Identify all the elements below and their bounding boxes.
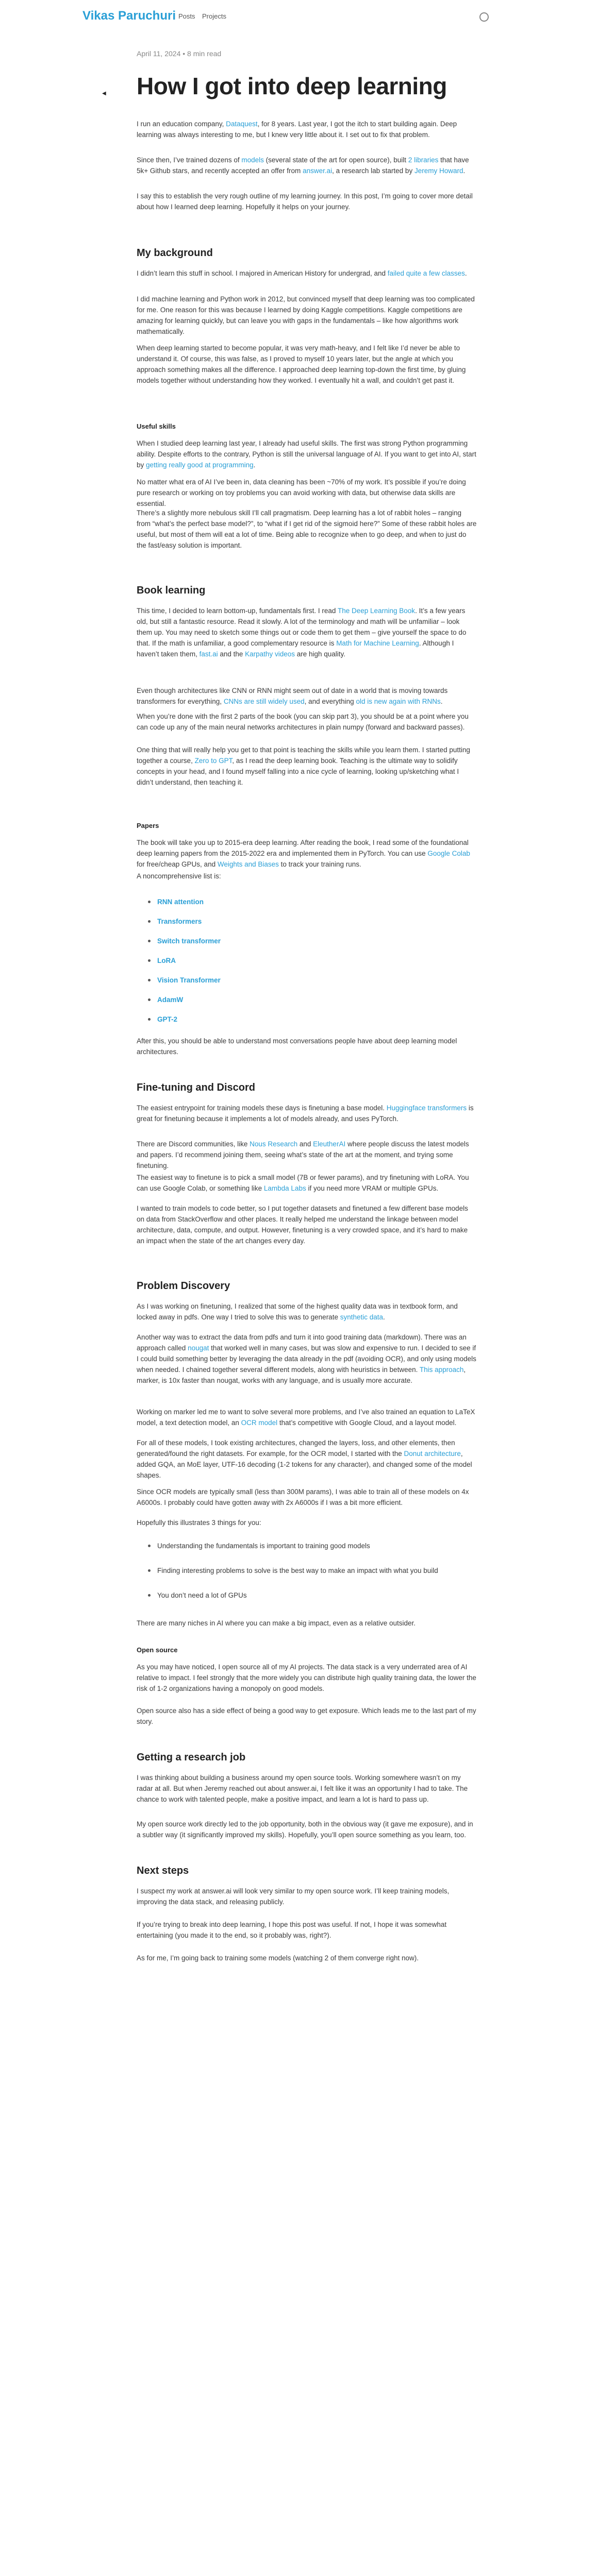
post-date: April 11, 2024 (137, 49, 181, 58)
paper-link[interactable]: LoRA (157, 957, 176, 964)
inline-link[interactable]: CNNs are still widely used (223, 698, 305, 705)
paragraph: Working on marker led me to want to solve several more problems, and I’ve also trained an equation to LaTeX model, a text detection model, an OCR model that’s competitive with Google Cloud, and a layout model. (137, 1408, 475, 1427)
paper-link[interactable]: Switch transformer (157, 937, 221, 945)
inline-link[interactable]: answer.ai (303, 167, 333, 175)
intro-paragraph: Since then, I’ve trained dozens of models (several state of the art for open source), built 2 libraries that have 5k+ Github stars, and recently accepted an offer from answer.ai, a research lab started by Jeremy Howard. (137, 156, 469, 175)
bullet-icon (148, 979, 151, 981)
inline-link[interactable]: 2 libraries (408, 156, 439, 164)
section-heading: My background (137, 247, 213, 259)
paper-list-item (157, 1014, 177, 1025)
inline-link[interactable]: getting really good at programming (146, 461, 254, 469)
paper-link[interactable]: Vision Transformer (157, 976, 221, 984)
paragraph: My open source work directly led to the job opportunity, both in the obvious way (it gave me exposure), and in a subtler way (it significantly improved my skills). Hopefully, you’ll open source something as you learn, too. (137, 1820, 473, 1839)
bullet-icon (148, 940, 151, 942)
paragraph: There are Discord communities, like Nous Research and EleutherAI where people discuss the latest models and papers. I’d recommend joining them, seeing what’s state of the art at the moment, and trying some finetuning. (137, 1140, 469, 1170)
inline-link[interactable]: Huggingface transformers (386, 1104, 467, 1112)
section-heading: Problem Discovery (137, 1280, 230, 1292)
inline-link[interactable]: Zero to GPT (194, 757, 233, 765)
paragraph: One thing that will really help you get to that point is teaching the skills while you learn them. I started putting together a course, Zero to GPT, as I read the deep learning book. Teaching is the ultimate way to solidify concepts in your head, and I found myself falling into a nice cycle of learning, looking up/sketching what I didn’t understand, then teaching it. (137, 746, 470, 786)
paragraph: There are many niches in AI where you can make a big impact, even as a relative outsider. (137, 1619, 416, 1627)
read-time: 8 min read (187, 49, 222, 58)
paragraph: A noncomprehensive list is: (137, 872, 221, 880)
inline-link[interactable]: failed quite a few classes (387, 269, 465, 277)
inline-link[interactable]: Karpathy videos (245, 650, 295, 658)
site-brand[interactable]: Vikas Paruchuri (82, 9, 176, 23)
inline-link[interactable]: Lambda Labs (263, 1184, 306, 1192)
inline-link[interactable]: Weights and Biases (217, 860, 279, 868)
paragraph: The easiest way to finetune is to pick a small model (7B or fewer params), and try finetuning with LoRA. You can use Google Colab, or something like Lambda Labs if you need more VRAM or multiple GPUs. (137, 1174, 469, 1192)
inline-link[interactable]: models (241, 156, 264, 164)
inline-link[interactable]: Donut architecture (404, 1450, 461, 1458)
paper-list-item (157, 916, 202, 927)
inline-link[interactable]: EleutherAI (313, 1140, 346, 1148)
paragraph: No matter what era of AI I’ve been in, data cleaning has been ~70% of my work. It’s possible if you’re doing pure research or working on toy problems you can avoid working with data, but otherwise data skills are essential. (137, 478, 466, 507)
paragraph: When I studied deep learning last year, I already had useful skills. The first was strong Python programming ability. Despite efforts to the contrary, Python is still the universal language of AI. If you want to get into AI, start by getting really good at programming. (137, 439, 476, 469)
inline-link[interactable]: Jeremy Howard (414, 167, 463, 175)
paragraph: Hopefully this illustrates 3 things for you: (137, 1519, 261, 1527)
intro-paragraph: I say this to establish the very rough outline of my learning journey. In this post, I’m going to cover more detail about how I learned deep learning. Hopefully it helps on your journey. (137, 192, 473, 211)
paragraph: When you’re done with the first 2 parts of the book (you can skip part 3), you should be at a point where you can code up any of the main neural networks architectures in plain numpy (forward and backward passes). (137, 713, 469, 731)
top-nav (0, 0, 614, 41)
bullet-icon (148, 920, 151, 923)
subsection-heading: Open source (137, 1646, 178, 1654)
theme-toggle-icon[interactable] (479, 12, 489, 22)
post-title: How I got into deep learning (137, 73, 447, 99)
post-meta: April 11, 2024 • 8 min read (137, 49, 222, 58)
paragraph: I wanted to train models to code better, so I put together datasets and finetuned a few different base models on data from StackOverflow and other places. It really helped me understand the linkage between model architecture, data, compute, and output. However, finetuning is a very crowded space, and it’s hard to make an impact when the state of the art changes every day. (137, 1205, 468, 1245)
paper-list-item (157, 975, 221, 986)
nav-projects[interactable]: Projects (202, 12, 226, 20)
paragraph: I was thinking about building a business around my open source tools. Working somewhere wasn’t on my radar at all. But when Jeremy reached out about answer.ai, I felt like it was an opportunity I had to take. The chance to work with talented people, make a positive impact, and learn a lot is hard to pass up. (137, 1774, 468, 1803)
paragraph: As you may have noticed, I open source all of my AI projects. The data stack is a very underrated area of AI relative to impact. I feel strongly that the more widely you can distribute high quality training data, the lower the risk of 1-2 organizations having a monopoly on good models. (137, 1663, 476, 1692)
paper-link[interactable]: RNN attention (157, 898, 204, 906)
paragraph: Since OCR models are typically small (less than 300M params), I was able to train all of these models on 4x A6000s. I probably could have gotten away with 2x A6000s if I was a bit more efficient. (137, 1488, 469, 1506)
paper-link[interactable]: AdamW (157, 996, 184, 1004)
paragraph: If you’re trying to break into deep learning, I hope this post was useful. If not, I hope it was somewhat entertaining (you made it to the end, so it probably was, right?). (137, 1921, 447, 1939)
paragraph: Open source also has a side effect of being a good way to get exposure. Which leads me to the last part of my story. (137, 1707, 476, 1725)
paragraph: Even though architectures like CNN or RNN might seem out of date in a world that is moving towards transformers for everything, CNNs are still widely used, and everything old is new again with RNNs. (137, 687, 448, 705)
section-heading: Getting a research job (137, 1752, 246, 1763)
takeaway-list-item: You don’t need a lot of GPUs (157, 1591, 247, 1599)
subsection-heading: Papers (137, 822, 159, 829)
paragraph: I suspect my work at answer.ai will look very similar to my open source work. I’ll keep training models, improving the data stack, and releasing publicly. (137, 1887, 450, 1906)
bullet-icon (148, 959, 151, 962)
inline-link[interactable]: nougat (188, 1344, 209, 1352)
takeaway-list-item: Understanding the fundamentals is important to training good models (157, 1542, 370, 1550)
subsection-heading: Useful skills (137, 422, 176, 430)
nav-posts[interactable]: Posts (178, 12, 195, 20)
paper-link[interactable]: Transformers (157, 918, 202, 925)
inline-link[interactable]: Nous Research (250, 1140, 298, 1148)
paragraph: The easiest entrypoint for training models these days is finetuning a base model. Huggingface transformers is great for finetuning because it implements a lot of models already, and uses PyTorch. (137, 1104, 474, 1123)
bullet-icon (148, 1545, 151, 1547)
bullet-icon (148, 1018, 151, 1021)
paragraph: The book will take you up to 2015-era deep learning. After reading the book, I read some of the foundational deep learning papers from the 2015-2022 era and implemented them in PyTorch. You can use Google Colab for free/cheap GPUs, and Weights and Biases to track your training runs. (137, 839, 470, 868)
paragraph: Another way was to extract the data from pdfs and turn it into good training data (markdown). There was an approach called nougat that worked well in many cases, but was slow and expensive to run. I decided to see if I could build something better by leveraging the data already in the pdf (avoiding OCR), and only using models when needed. I chained together several different models, along with heuristics in between. This approach, marker, is 10x faster than nougat, works with any language, and is usually more accurate. (137, 1333, 476, 1384)
inline-link[interactable]: The Deep Learning Book (337, 607, 416, 615)
paper-list-item (157, 896, 204, 907)
paragraph: This time, I decided to learn bottom-up, fundamentals first. I read The Deep Learning Book. It’s a few years old, but still a fantastic resource. Read it slowly. A lot of the terminology and math will be unfamiliar – look them up. You may need to sketch some things out or code them to get them – give yourself the space to do that. If the math is unfamiliar, a good complementary resource is Math for Machine Learning. Although I haven’t taken them, fast.ai and the Karpathy videos are high quality. (137, 607, 467, 658)
paragraph: I did machine learning and Python work in 2012, but convinced myself that deep learning was too complicated for me. One reason for this was because I learned by doing Kaggle competitions. Kaggle competitions are amazing for learning quickly, but can leave you with gaps in the fundamentals – like how algorithms work mathematically. (137, 295, 475, 335)
paper-list-item (157, 955, 176, 966)
paper-list-item (157, 936, 221, 946)
bullet-icon (148, 998, 151, 1001)
takeaway-list-item: Finding interesting problems to solve is the best way to make an impact with what you build (157, 1567, 438, 1574)
paper-list-item (157, 994, 183, 1005)
bullet-icon (148, 1594, 151, 1597)
inline-link[interactable]: Dataquest (226, 120, 258, 128)
paragraph: There’s a slightly more nebulous skill I’ll call pragmatism. Deep learning has a lot of rabbit holes – ranging from “what’s the perfect base model?”, to “what if I get rid of the sigmoid here?” Some of these rabbit holes are useful, but most of them will eat a lot of time. Being able to recognize when to go deep, and when to just do the fast/easy solution is important. (137, 509, 477, 549)
paragraph: After this, you should be able to understand most conversations people have about deep learning model architectures. (137, 1037, 457, 1056)
intro-paragraph: I run an education company, Dataquest, for 8 years. Last year, I got the itch to start building again. Deep learning was always interesting to me, but I knew very little about it. I set out to fix that problem. (137, 120, 457, 139)
inline-link[interactable]: fast.ai (199, 650, 218, 658)
inline-link[interactable]: synthetic data (340, 1313, 384, 1321)
inline-link[interactable]: old is new again with RNNs (356, 698, 441, 705)
section-heading: Fine-tuning and Discord (137, 1082, 255, 1093)
bullet-icon (148, 1569, 151, 1572)
section-heading: Book learning (137, 585, 206, 596)
paragraph: As I was working on finetuning, I realized that some of the highest quality data was in textbook form, and locked away in pdfs. One way I tried to solve this was to generate synthetic data. (137, 1302, 458, 1321)
inline-link[interactable]: OCR model (241, 1419, 278, 1427)
paragraph: For all of these models, I took existing architectures, changed the layers, loss, and other elements, then generated/found the right datasets. For example, for the OCR model, I started with the Donut architecture, added GQA, an MoE layer, UTF-16 decoding (1-2 tokens for any character), and changed some of the model shapes. (137, 1439, 472, 1479)
paper-link[interactable]: GPT-2 (157, 1015, 178, 1023)
paragraph: When deep learning started to become popular, it was very math-heavy, and I felt like I’d never be able to understand it. Of course, this was false, as I proved to myself 10 years later, but the angle at which you approach something makes all the difference. I approached deep learning top-down the first time, by gluing models together without understanding how they worked. I eventually hit a wall, and couldn’t get past it. (137, 344, 466, 384)
bullet-icon (148, 901, 151, 903)
section-heading: Next steps (137, 1865, 189, 1876)
inline-link[interactable]: Google Colab (427, 850, 470, 857)
paragraph: I didn’t learn this stuff in school. I majored in American History for undergrad, and failed quite a few classes. (137, 269, 467, 277)
toc-arrow-icon[interactable]: ◀ (102, 91, 106, 96)
inline-link[interactable]: This approach (419, 1366, 464, 1374)
inline-link[interactable]: Math for Machine Learning (336, 639, 419, 647)
paragraph: As for me, I’m going back to training some models (watching 2 of them converge right now). (137, 1954, 419, 1962)
